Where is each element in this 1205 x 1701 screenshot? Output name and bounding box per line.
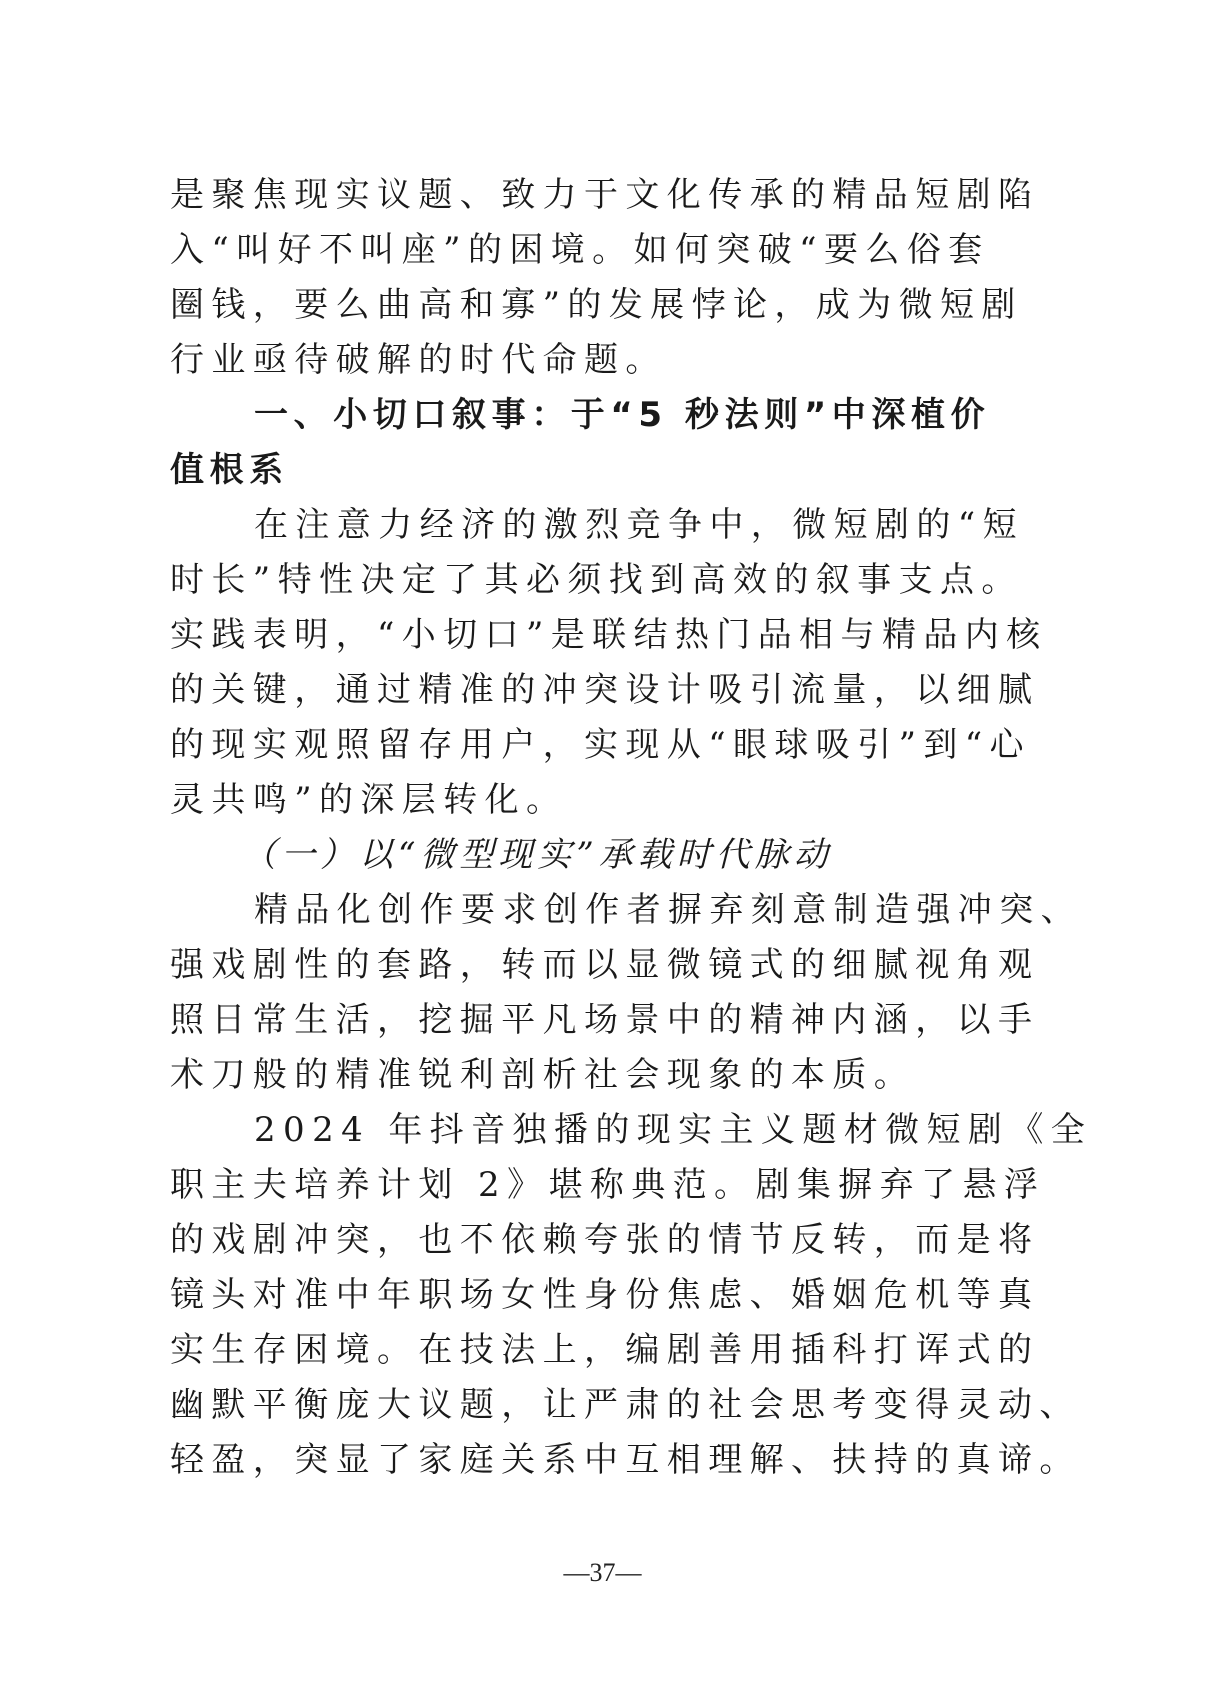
page-number: —37— — [563, 1558, 642, 1587]
text-line: 轻盈，突显了家庭关系中互相理解、扶持的真谛。 — [170, 1440, 1081, 1480]
text-line: 入“叫好不叫座”的困境。如何突破“要么俗套 — [170, 230, 990, 270]
text-line: 行业亟待破解的时代命题。 — [170, 340, 667, 380]
text-line: 的现实观照留存用户，实现从“眼球吸引”到“心 — [170, 725, 1031, 765]
document-page — [170, 168, 1093, 1488]
text-line: 术刀般的精准锐利剖析社会现象的本质。 — [170, 1055, 916, 1095]
text-line: 幽默平衡庞大议题，让严肃的社会思考变得灵动、 — [170, 1385, 1081, 1425]
paragraph-intro — [170, 498, 1048, 828]
text-line: 实践表明，“小切口”是联结热门品相与精品内核 — [170, 615, 1048, 655]
paragraph-craft — [170, 883, 1082, 1103]
section-heading — [170, 388, 1022, 498]
text-line: 时长”特性决定了其必须找到高效的叙事支点。 — [170, 560, 1023, 600]
subsection-heading: （一）以“微型现实”承载时代脉动 — [242, 835, 833, 875]
text-line: 2024 年抖音独播的现实主义题材微短剧《全 — [254, 1110, 1093, 1150]
text-line: 实生存困境。在技法上，编剧善用插科打诨式的 — [170, 1330, 1040, 1370]
text-line: 强戏剧性的套路，转而以显微镜式的细腻视角观 — [170, 945, 1040, 985]
text-line: 圈钱，要么曲高和寡”的发展悖论，成为微短剧 — [170, 285, 1023, 325]
text-line: 的戏剧冲突，也不依赖夸张的情节反转，而是将 — [170, 1220, 1040, 1260]
section-heading-line: 一、小切口叙事：于“5 秒法则”中深植价 — [254, 395, 991, 435]
text-line: 镜头对准中年职场女性身份焦虑、婚姻危机等真 — [170, 1275, 1040, 1315]
paragraph-example — [170, 1103, 1093, 1488]
text-line: 照日常生活，挖掘平凡场景中的精神内涵，以手 — [170, 1000, 1040, 1040]
text-line: 灵共鸣”的深层转化。 — [170, 780, 568, 820]
text-line: 职主夫培养计划 2》堪称典范。剧集摒弃了悬浮 — [170, 1165, 1046, 1205]
text-line: 的关键，通过精准的冲突设计吸引流量，以细腻 — [170, 670, 1040, 710]
paragraph-continued — [170, 168, 1040, 388]
text-line: 在注意力经济的激烈竞争中，微短剧的“短 — [254, 505, 1024, 545]
section-heading-line: 值根系 — [170, 450, 289, 490]
text-line: 是聚焦现实议题、致力于文化传承的精品短剧陷 — [170, 175, 1040, 215]
text-line: 精品化创作要求创作者摒弃刻意制造强冲突、 — [254, 890, 1082, 930]
